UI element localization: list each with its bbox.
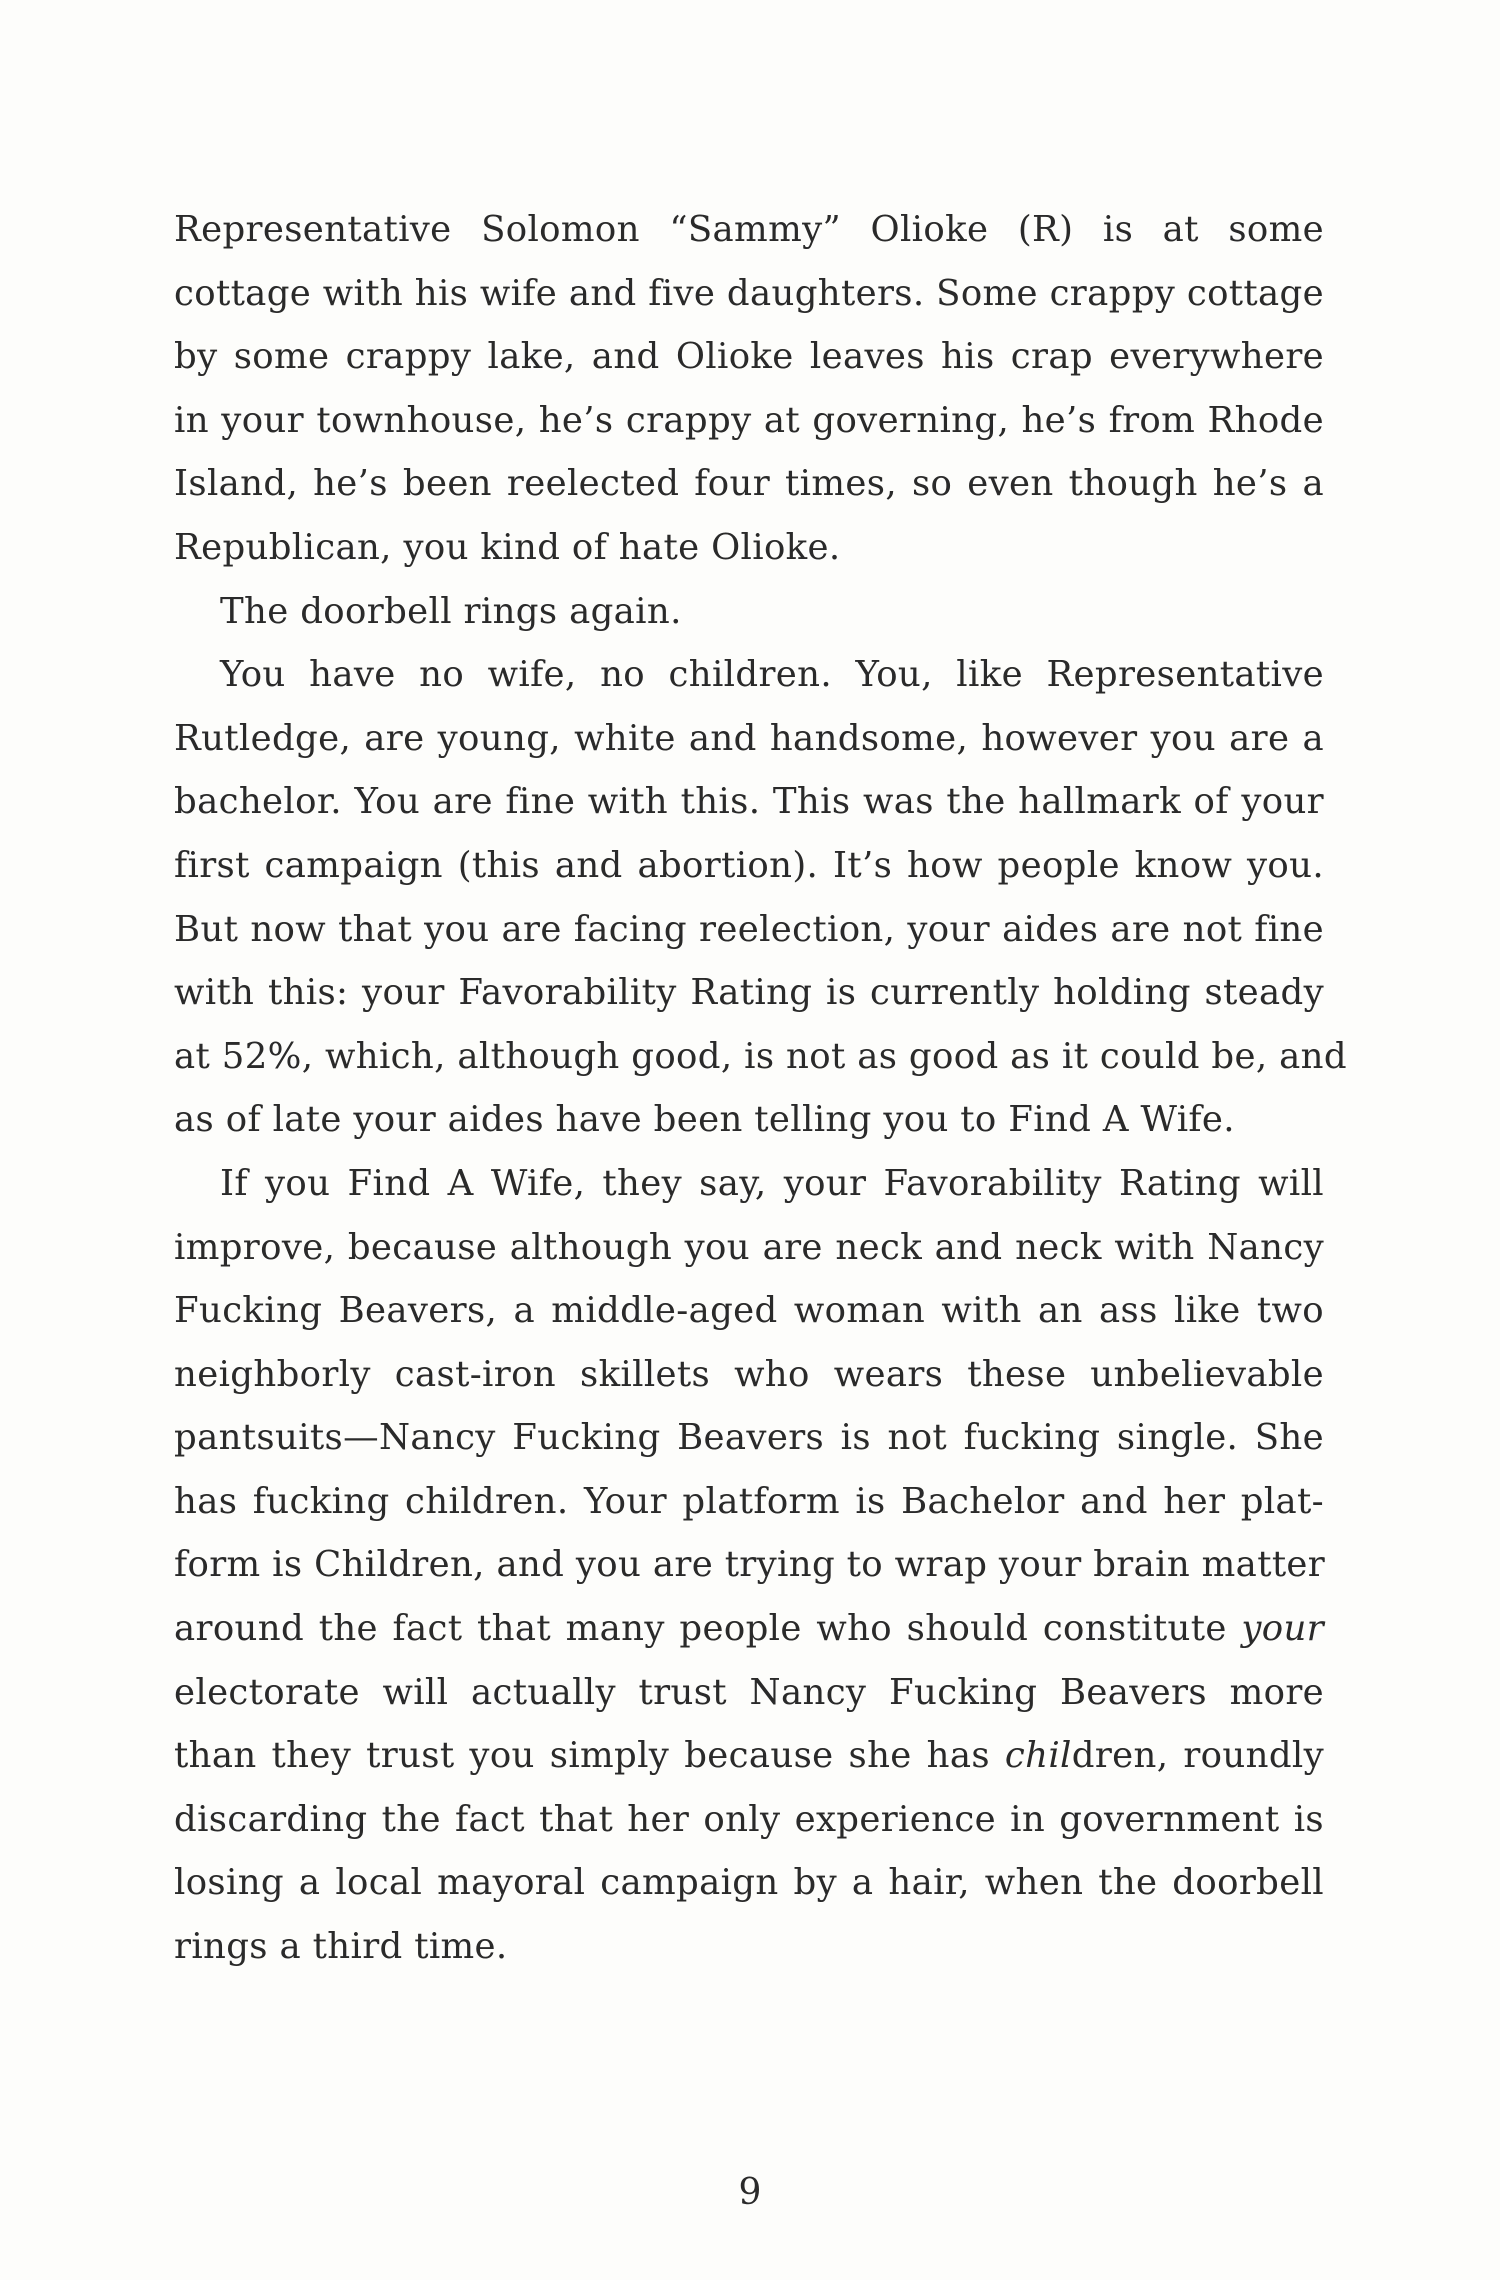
text-line: with this: your Favorability Rating is currently holding steady: [174, 972, 1324, 1014]
text-run: than they trust you simply because she has: [174, 1735, 990, 1777]
text-line-with-italic: [174, 1597, 1324, 1661]
text-line: Rutledge, are young, white and handsome, however you are a: [174, 717, 1324, 759]
text-line: first campaign (this and abortion). It’s how people know you.: [174, 844, 1324, 886]
text-line: Republican, you kind of hate Olioke.: [174, 526, 841, 568]
text-line: The doorbell rings again.: [220, 590, 682, 632]
text-line: form is Children, and you are trying to wrap your brain matter: [174, 1544, 1326, 1586]
text-line: cottage with his wife and five daughters. Some crappy cottage: [174, 272, 1324, 314]
text-line: pantsuits—Nancy Fucking Beavers is not fucking single. She: [174, 1417, 1324, 1459]
text-run: dren, roundly: [1071, 1735, 1325, 1777]
paragraph: [174, 1152, 1324, 1979]
text-line: Representative Solomon “Sammy” Olioke (R) is at some: [174, 209, 1324, 250]
text-line: But now that you are facing reelection, your aides are not fine: [174, 908, 1324, 950]
page-number: 9: [738, 2172, 762, 2213]
text-line: by some crappy lake, and Olioke leaves his crap everywhere: [174, 336, 1324, 378]
text-line: rings a third time.: [174, 1926, 508, 1968]
text-run: around the fact that many people who should constitute: [174, 1608, 1227, 1650]
text-line: electorate will actually trust Nancy Fucking Beavers more: [174, 1671, 1324, 1713]
text-line: improve, because although you are neck and neck with Nancy: [174, 1226, 1324, 1268]
body-text: [174, 198, 1347, 1979]
text-line: neighborly cast-iron skillets who wears these unbelievable: [174, 1353, 1324, 1395]
text-line-with-italic: [174, 1724, 1324, 1788]
text-run: [1005, 1735, 1324, 1776]
paragraph: [174, 198, 1324, 580]
paragraph: [174, 643, 1347, 1152]
italic-fragment: chil: [1004, 1735, 1072, 1777]
text-line: You have no wife, no children. You, like Representative: [220, 654, 1324, 696]
text-line: as of late your aides have been telling you to Find A Wife.: [174, 1099, 1235, 1141]
text-line: bachelor. You are fine with this. This was the hallmark of your: [174, 781, 1324, 823]
text-line: in your townhouse, he’s crappy at governing, he’s from Rhode: [174, 399, 1324, 441]
text-line: has fucking children. Your platform is Bachelor and her plat-: [174, 1480, 1324, 1522]
text-line: at 52%, which, although good, is not as good as it could be, and: [174, 1035, 1347, 1077]
text-line: losing a local mayoral campaign by a hair, when the doorbell: [174, 1862, 1324, 1904]
paragraph: [174, 580, 1324, 644]
italic-word: your: [1241, 1608, 1325, 1650]
text-line: discarding the fact that her only experience in government is: [174, 1798, 1324, 1840]
text-line: Fucking Beavers, a middle-aged woman with an ass like two: [174, 1290, 1324, 1332]
text-line: If you Find A Wife, they say, your Favorability Rating will: [220, 1162, 1324, 1204]
text-line: Island, he’s been reelected four times, so even though he’s a: [174, 463, 1324, 505]
